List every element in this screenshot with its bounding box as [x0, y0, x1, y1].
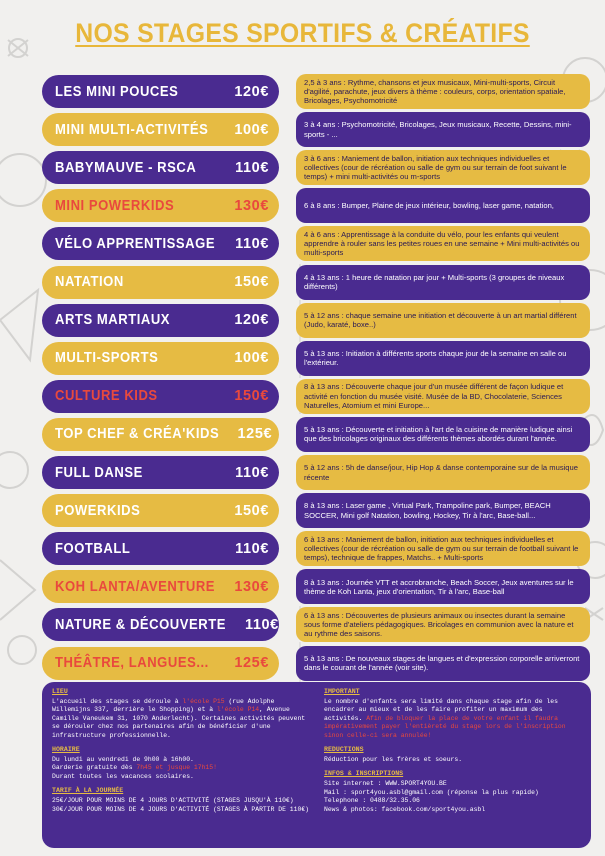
stage-pill — [42, 647, 279, 680]
stage-price: 150€ — [234, 388, 269, 405]
stage-price: 130€ — [234, 197, 269, 214]
info-right-column — [324, 688, 582, 820]
info-panel — [42, 682, 591, 848]
stage-price: 110€ — [235, 235, 269, 252]
lieu-text-3: , Avenue Camille Vaneukem 31, 1070 Anderlecht). Certaines activités peuvent se dérouler chez nos partenaires afin de bénéficier d'une infrastructure professionnelle. — [52, 706, 306, 739]
stage-description-text: 5 à 12 ans : chaque semaine une initiation et découverte à un art martial différent (Judo, karaté, boxe..) — [304, 310, 577, 330]
facebook-link[interactable]: News & photos: facebook.com/sport4you.asbl — [324, 805, 486, 813]
tarif-text — [52, 797, 310, 814]
stage-price: 125€ — [237, 426, 273, 443]
stage-price: 110€ — [235, 159, 269, 176]
stage-description-text: 3 à 4 ans : Psychomotricité, Bricolages, Jeux musicaux, Recette, Dessins, mini-sports - ... — [304, 120, 572, 139]
stage-name: FULL DANSE — [55, 464, 143, 481]
stage-description-text: 6 à 13 ans : Découvertes de plusieurs animaux ou insectes durant la semaine sous forme d'ateliers pédagogiques. Bricolages en communion avec la nature et au rythme des saisons. — [304, 611, 574, 639]
stage-name: MULTI-SPORTS — [55, 350, 159, 367]
stage-description — [296, 265, 590, 300]
stage-pill — [42, 75, 279, 108]
stage-name: VÉLO APPRENTISSAGE — [55, 235, 216, 252]
stage-description-text: 2,5 à 3 ans : Rythme, chansons et jeux musicaux, Mini-multi-sports, Circuit d'agilité, parachute, jeux divers à thème : couleurs, corps, orientation spatiale, Bricolages, Psychomotricité — [304, 77, 566, 106]
important-heading: IMPORTANT — [324, 688, 360, 695]
stage-row — [0, 225, 605, 263]
phone-number: Telephone : 0488/32.35.06 — [324, 797, 420, 805]
stage-price: 110€ — [235, 464, 269, 481]
stage-name: KOH LANTA/AVENTURE — [55, 578, 216, 595]
stage-price: 125€ — [234, 655, 269, 671]
horaire-heading: HORAIRE — [52, 746, 80, 754]
lieu-school-2: l'école P14 — [216, 706, 260, 714]
important-text — [324, 698, 582, 740]
stage-pill — [42, 304, 279, 337]
stage-description-text: 8 à 13 ans : Découverte chaque jour d'un musée différent de façon ludique et activité en fonction du musée visité. Musée de la BD, Chocolaterie, Sciences Naturelles, Atomium et mini Europe... — [304, 382, 564, 410]
stage-name: FOOTBALL — [55, 540, 131, 557]
stage-description — [296, 303, 590, 338]
stage-description-text: 8 à 13 ans : Journée VTT et accrobranche, Beach Soccer, Jeux aventures sur le thème de Koh Lanta, jeux d'orientation, Tir à l'arc, Base-ball — [304, 577, 574, 596]
stage-row — [0, 416, 605, 454]
stage-description — [296, 531, 590, 566]
stage-price: 120€ — [234, 83, 269, 100]
reductions-heading: REDUCTIONS — [324, 746, 364, 754]
email-link[interactable]: Mail : sport4you.asbl@gmail.com (réponse la plus rapide) — [324, 788, 539, 796]
stage-price: 120€ — [234, 312, 269, 329]
stage-description — [296, 112, 590, 147]
page-title: NOS STAGES SPORTIFS & CRÉATIFS — [75, 18, 530, 48]
website-link[interactable]: Site internet : WWW.SPORT4YOU.BE — [324, 780, 447, 788]
stage-description — [296, 226, 590, 261]
stage-name: CULTURE KIDS — [55, 388, 158, 405]
stage-pill — [42, 380, 279, 413]
stage-price: 100€ — [234, 121, 269, 138]
stage-name: MINI POWERKIDS — [55, 197, 175, 214]
lieu-school-1: l'école P15 — [182, 698, 225, 705]
stage-description-text: 4 à 13 ans : 1 heure de natation par jour + Multi-sports (3 groupes de niveaux différents) — [304, 272, 565, 291]
stage-row — [0, 149, 605, 187]
stage-name: POWERKIDS — [55, 502, 141, 519]
stage-price: 150€ — [234, 502, 269, 519]
stage-description-text: 6 à 13 ans : Maniement de ballon, initiation aux techniques individuelles et collectives (cour de récréation ou salle de gym ou sur terrain de football suivant le temps), technique de frappes, Matchs.. + Multi-sports — [304, 534, 579, 563]
stage-name: LES MINI POUCES — [55, 83, 179, 100]
horaire-line-2a: Garderie gratuite dès — [52, 764, 133, 772]
lieu-heading: LIEU — [52, 688, 68, 695]
stage-description-text: 3 à 6 ans : Maniement de ballon, initiation aux techniques individuelles et collectives (cour de récréation ou salle de gym ou sur terrain de foot suivant le temps) + mini multi-activités ou m-sports — [304, 153, 567, 182]
stage-description — [296, 150, 590, 185]
stage-row — [0, 340, 605, 378]
stage-description-text: 5 à 13 ans : De nouveaux stages de langues et d'expression corporelle arriverront dans le courant de l'année (voir site). — [304, 653, 580, 672]
stage-description-text: 5 à 12 ans : 5h de danse/jour, Hip Hop & danse contemporaine sur de la musique récente — [304, 463, 578, 482]
stage-pill — [42, 494, 279, 527]
stage-pill — [42, 532, 279, 565]
stage-name: BABYMAUVE - RSCA — [55, 159, 197, 176]
horaire-line-3: Durant toutes les vacances scolaires. — [52, 772, 194, 780]
info-left-column — [52, 688, 310, 820]
stage-description — [296, 569, 590, 604]
stage-price: 130€ — [234, 578, 269, 595]
stage-pill — [42, 570, 279, 603]
stage-price: 110€ — [244, 616, 279, 633]
stage-description — [296, 341, 590, 376]
stage-description — [296, 646, 590, 681]
lieu-text-2: (rue Adolphe Willemijns 337, derrière le Shopping) et à — [52, 698, 275, 714]
stage-price: 150€ — [234, 274, 269, 290]
stage-row — [0, 645, 605, 683]
stage-row — [0, 264, 605, 302]
stage-pill — [42, 113, 279, 146]
stage-description — [296, 379, 590, 414]
stage-description — [296, 607, 590, 642]
stage-pill — [42, 189, 279, 222]
stage-description — [296, 188, 590, 223]
stage-row — [0, 568, 605, 606]
stage-name: NATURE & DÉCOUVERTE — [55, 616, 226, 633]
stage-name: MINI MULTI-ACTIVITÉS — [55, 121, 209, 138]
stage-row — [0, 492, 605, 530]
stage-description — [296, 455, 590, 490]
stage-name: TOP CHEF & CRÉA'KIDS — [55, 426, 220, 443]
stage-row — [0, 606, 605, 644]
stage-name: ARTS MARTIAUX — [55, 312, 171, 329]
stage-row — [0, 73, 605, 111]
important-text-2: Afin de bloquer la place de votre enfant il faudra impérativement payer l'entièreté du stage lors de l'inscription sinon celle-ci sera annulée! — [324, 714, 566, 739]
important-text-1: Le nombre d'enfants sera limité dans chaque stage afin de les encadrer au mieux et de les faire profiter un maximum des activités. — [324, 698, 558, 722]
stage-description-text: 8 à 13 ans : Laser game , Virtual Park, Trampoline park, Bumper, BEACH SOCCER, Mini golf Natation, bowling, Hockey, Tir à l'arc, Base-ball... — [304, 501, 551, 520]
stage-pill — [42, 151, 279, 184]
stage-pill — [42, 227, 279, 260]
stage-row — [0, 378, 605, 416]
lieu-text — [52, 698, 310, 740]
stage-description-text: 6 à 8 ans : Bumper, Plaine de jeux intérieur, bowling, laser game, natation, — [304, 201, 554, 211]
stage-pill — [42, 456, 279, 489]
stage-price: 110€ — [235, 540, 269, 557]
stage-pill — [42, 608, 279, 641]
stage-pill — [42, 342, 279, 375]
stage-description-text: 4 à 6 ans : Apprentissage à la conduite du vélo, pour les enfants qui veulent apprendre à rouler sans les petites roues en une semaine + Mini multi-activités ou multi-sports — [304, 230, 580, 258]
stage-price: 100€ — [234, 350, 269, 367]
horaire-line-1: Du lundi au vendredi de 9h00 à 16h00. — [52, 756, 194, 764]
stage-description-text: 5 à 13 ans : Découverte et initiation à l'art de la cuisine de manière ludique ainsi que des bricolages originaux des différents thèmes abordés durant l'année. — [304, 425, 573, 444]
stage-name: THÉÂTRE, LANGUES... — [55, 655, 209, 671]
stage-description-text: 5 à 13 ans : Initiation à différents sports chaque jour de la semaine en salle ou l'extérieur. — [304, 348, 567, 368]
stage-pill — [42, 266, 279, 299]
stage-row — [0, 302, 605, 340]
stage-description — [296, 74, 590, 109]
stage-row — [0, 530, 605, 568]
tarif-line-2: 30€/JOUR POUR MOINS DE 4 JOURS D'ACTIVITÉ (STAGES À PARTIR DE 110€) — [52, 805, 309, 813]
reductions-text: Réduction pour les frères et soeurs. — [324, 756, 463, 764]
stage-description — [296, 417, 590, 452]
horaire-line-2b: 7h45 et jusque 17h15! — [136, 764, 217, 772]
stage-row — [0, 187, 605, 225]
stage-name: NATATION — [55, 274, 124, 290]
stage-row — [0, 111, 605, 149]
horaire-line-2 — [52, 764, 310, 772]
infos-text — [324, 780, 582, 814]
stage-row — [0, 454, 605, 492]
tarif-heading: TARIF À LA JOURNÉE — [52, 787, 124, 795]
infos-heading: INFOS & INSCRIPTIONS — [324, 770, 404, 778]
stage-pill — [42, 418, 279, 451]
horaire-text — [52, 756, 310, 781]
lieu-text-1: L'accueil des stages se déroule à — [52, 698, 179, 705]
stage-description — [296, 493, 590, 528]
tarif-line-1: 25€/JOUR POUR MOINS DE 4 JOURS D'ACTIVITÉ (STAGES JUSQU'À 110€) — [52, 797, 294, 805]
